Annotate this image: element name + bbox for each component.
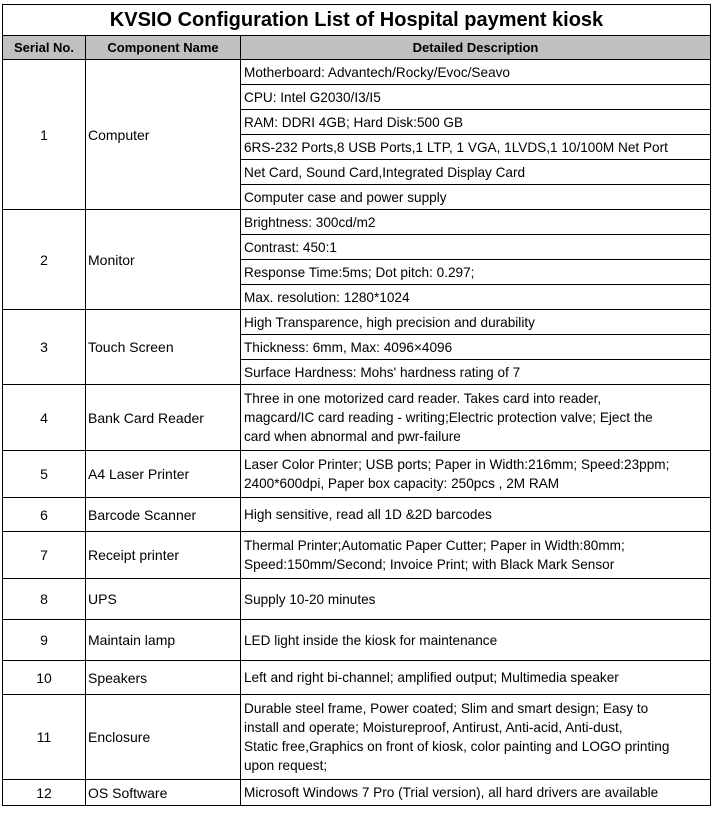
serial-cell: 2 bbox=[3, 210, 86, 310]
table-row bbox=[3, 310, 711, 335]
description-cell bbox=[241, 661, 711, 695]
component-cell: Touch Screen bbox=[86, 310, 241, 385]
description-cell bbox=[241, 135, 711, 160]
serial-cell: 12 bbox=[3, 780, 86, 806]
description-line: Static free,Graphics on front of kiosk, color painting and LOGO printing bbox=[244, 739, 670, 754]
description-line: 2400*600dpi, Paper box capacity: 250pcs , 2M RAM bbox=[244, 476, 560, 491]
description-line: Max. resolution: 1280*1024 bbox=[244, 289, 410, 305]
description-line: card when abnormal and pwr-failure bbox=[244, 429, 461, 444]
component-cell: Maintain lamp bbox=[86, 620, 241, 661]
description-cell bbox=[241, 260, 711, 285]
description-line: Speed:150mm/Second; Invoice Print; with Black Mark Sensor bbox=[244, 557, 615, 572]
description-cell bbox=[241, 310, 711, 335]
description-line: Durable steel frame, Power coated; Slim and smart design; Easy to bbox=[244, 701, 649, 716]
description-cell bbox=[241, 85, 711, 110]
description-line: Thermal Printer;Automatic Paper Cutter; Paper in Width:80mm; bbox=[244, 538, 625, 553]
table-row bbox=[3, 579, 711, 620]
description-line: 6RS-232 Ports,8 USB Ports,1 LTP, 1 VGA, 1LVDS,1 10/100M Net Port bbox=[244, 139, 668, 155]
table-row bbox=[3, 695, 711, 780]
table-row bbox=[3, 620, 711, 661]
description-line: install and operate; Moistureproof, Antirust, Anti-acid, Anti-dust, bbox=[244, 720, 623, 735]
table-row bbox=[3, 60, 711, 85]
description-cell bbox=[241, 780, 711, 806]
description-cell bbox=[241, 385, 711, 451]
description-line: LED light inside the kiosk for maintenance bbox=[244, 632, 498, 648]
table-row bbox=[3, 780, 711, 806]
component-cell: Receipt printer bbox=[86, 532, 241, 579]
description-line: Brightness: 300cd/m2 bbox=[244, 214, 376, 230]
description-cell bbox=[241, 335, 711, 360]
description-cell bbox=[241, 498, 711, 532]
serial-cell: 11 bbox=[3, 695, 86, 780]
description-line: Laser Color Printer; USB ports; Paper in Width:216mm; Speed:23ppm; bbox=[244, 457, 670, 472]
component-cell: Monitor bbox=[86, 210, 241, 310]
description-cell bbox=[241, 110, 711, 135]
component-cell: A4 Laser Printer bbox=[86, 451, 241, 498]
description-line: CPU: Intel G2030/I3/I5 bbox=[244, 89, 381, 105]
serial-cell: 7 bbox=[3, 532, 86, 579]
description-line: upon request; bbox=[244, 758, 328, 773]
component-cell: Speakers bbox=[86, 661, 241, 695]
component-cell: Enclosure bbox=[86, 695, 241, 780]
description-line: Motherboard: Advantech/Rocky/Evoc/Seavo bbox=[244, 64, 510, 80]
description-line: RAM: DDRI 4GB; Hard Disk:500 GB bbox=[244, 114, 464, 130]
table-row bbox=[3, 661, 711, 695]
serial-cell: 5 bbox=[3, 451, 86, 498]
description-cell bbox=[241, 210, 711, 235]
description-cell bbox=[241, 532, 711, 579]
description-line: Supply 10-20 minutes bbox=[244, 591, 376, 607]
header-description: Detailed Description bbox=[241, 36, 711, 60]
description-line: Three in one motorized card reader. Takes card into reader, bbox=[244, 391, 602, 406]
description-cell bbox=[241, 695, 711, 780]
description-line: Computer case and power supply bbox=[244, 189, 447, 205]
table-row bbox=[3, 210, 711, 235]
serial-cell: 6 bbox=[3, 498, 86, 532]
description-cell bbox=[241, 579, 711, 620]
serial-cell: 8 bbox=[3, 579, 86, 620]
component-cell: Computer bbox=[86, 60, 241, 210]
component-cell: Bank Card Reader bbox=[86, 385, 241, 451]
description-cell bbox=[241, 185, 711, 210]
component-cell: UPS bbox=[86, 579, 241, 620]
description-cell bbox=[241, 160, 711, 185]
description-cell bbox=[241, 620, 711, 661]
table-row bbox=[3, 385, 711, 451]
table-row bbox=[3, 498, 711, 532]
description-cell bbox=[241, 360, 711, 385]
configuration-table bbox=[2, 4, 711, 806]
description-line: magcard/IC card reading - writing;Electric protection valve; Eject the bbox=[244, 410, 653, 425]
description-line: Surface Hardness: Mohs' hardness rating of 7 bbox=[244, 364, 521, 380]
description-cell bbox=[241, 285, 711, 310]
description-line: Thickness: 6mm, Max: 4096×4096 bbox=[244, 339, 453, 355]
configuration-sheet bbox=[2, 4, 710, 806]
description-line: Net Card, Sound Card,Integrated Display Card bbox=[244, 164, 526, 180]
serial-cell: 1 bbox=[3, 60, 86, 210]
component-cell: Barcode Scanner bbox=[86, 498, 241, 532]
description-line: Left and right bi-channel; amplified output; Multimedia speaker bbox=[244, 670, 619, 685]
component-cell: OS Software bbox=[86, 780, 241, 806]
description-cell bbox=[241, 60, 711, 85]
description-cell bbox=[241, 451, 711, 498]
serial-cell: 9 bbox=[3, 620, 86, 661]
description-line: Contrast: 450:1 bbox=[244, 239, 337, 255]
table-row bbox=[3, 532, 711, 579]
page-title: KVSIO Configuration List of Hospital payment kiosk bbox=[3, 5, 711, 36]
description-line: High Transparence, high precision and durability bbox=[244, 314, 535, 330]
header-serial: Serial No. bbox=[3, 36, 86, 60]
description-cell bbox=[241, 235, 711, 260]
table-row bbox=[3, 451, 711, 498]
serial-cell: 3 bbox=[3, 310, 86, 385]
header-component: Component Name bbox=[86, 36, 241, 60]
header-row bbox=[3, 36, 711, 60]
serial-cell: 10 bbox=[3, 661, 86, 695]
serial-cell: 4 bbox=[3, 385, 86, 451]
description-line: High sensitive, read all 1D &2D barcodes bbox=[244, 507, 492, 522]
description-line: Microsoft Windows 7 Pro (Trial version), all hard drivers are available bbox=[244, 785, 659, 800]
description-line: Response Time:5ms; Dot pitch: 0.297; bbox=[244, 264, 475, 280]
